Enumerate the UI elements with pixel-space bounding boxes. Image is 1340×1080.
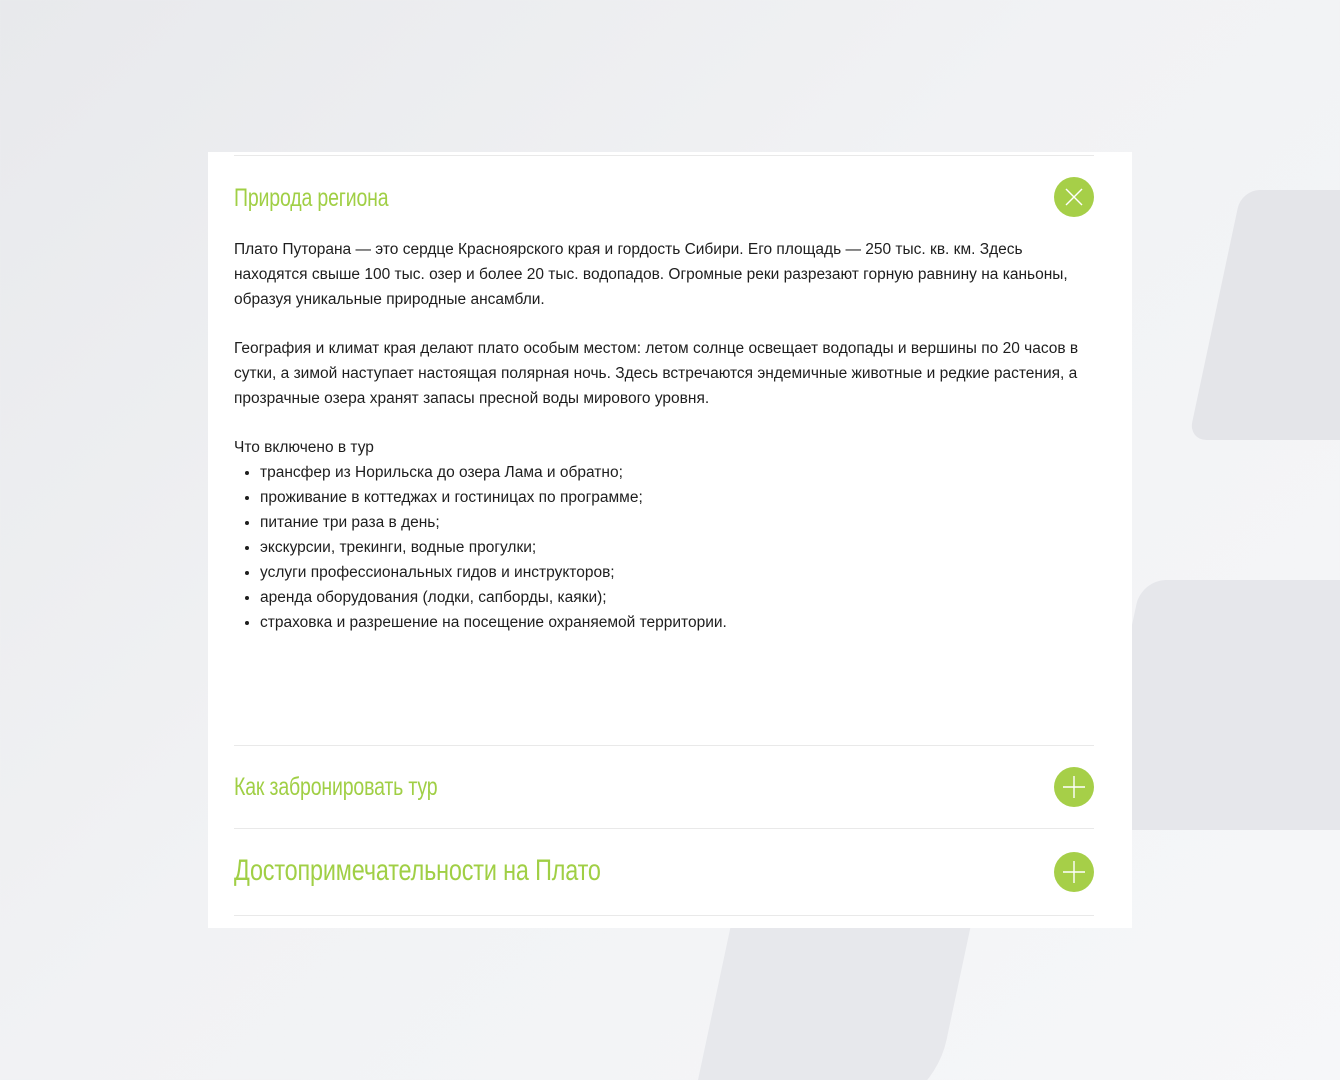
list-item: • аренда оборудования (лодки, сапборды, каяки); [260, 585, 1098, 610]
divider [234, 745, 1094, 746]
expand-button[interactable] [1054, 852, 1094, 892]
list-item: • услуги профессиональных гидов и инструкторов; [260, 560, 1098, 585]
list-item: • экскурсии, трекинги, водные прогулки; [260, 535, 1098, 560]
list-item: • проживание в коттеджах и гостиницах по программе; [260, 485, 1098, 510]
divider [234, 828, 1094, 829]
background-shape [1188, 190, 1340, 440]
accordion-panel [208, 152, 1132, 928]
collapse-button[interactable] [1054, 177, 1094, 217]
divider [234, 915, 1094, 916]
list-item: • питание три раза в день; [260, 510, 1098, 535]
accordion-title[interactable]: Природа региона [234, 184, 389, 212]
list-item: • трансфер из Норильска до озера Лама и обратно; [260, 460, 1098, 485]
paragraph: Плато Путорана — это сердце Красноярского края и гордость Сибири. Его площадь — 250 тыс. кв. км. Здесь находятся свыше 100 тыс. озер и более 20 тыс. водопадов. Огромные реки разрезают горную равнину на каньоны, образуя уникальные природные ансамбли. [234, 241, 1068, 308]
list-heading: Что включено в тур [234, 439, 374, 456]
accordion-content [234, 237, 1098, 635]
expand-button[interactable] [1054, 767, 1094, 807]
plus-icon [1054, 852, 1094, 892]
close-icon [1054, 177, 1094, 217]
accordion-title[interactable]: Как забронировать тур [234, 773, 438, 801]
list-item: • страховка и разрешение на посещение охраняемой территории. [260, 610, 1098, 635]
included-list [234, 460, 1098, 635]
accordion-title[interactable]: Достопримечательности на Плато [234, 854, 601, 887]
plus-icon [1054, 767, 1094, 807]
divider [234, 155, 1094, 156]
paragraph: География и климат края делают плато особым местом: летом солнце освещает водопады и вершины по 20 часов в сутки, а зимой наступает настоящая полярная ночь. Здесь встречаются эндемичные животные и редкие растения, а прозрачные озера хранят запасы пресной воды мирового уровня. [234, 340, 1079, 407]
